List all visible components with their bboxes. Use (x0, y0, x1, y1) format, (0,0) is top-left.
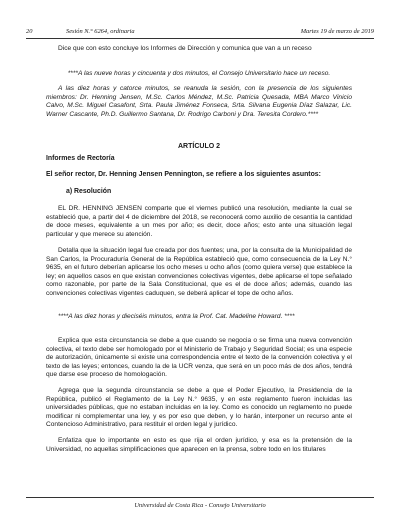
resume-note: A las diez horas y catorce minutos, se reanuda la sesión, con la presencia de los siguientes miembros: Dr. Henning Jensen, M.Sc. Carlos Méndez, M.Sc. Patricia Quesada, MBA Marco Vinicio Calvo, M.Sc. Miguel Casafont, Srta. Paula Jiménez Fonseca, Srta. Silvana Eugenia Díaz Salazar, Lic. Warner Cascante, Ph.D. Guillermo Santana, Dr. Rodrigo Carboni y Dra. Teresita Cordero.**** (46, 85, 352, 118)
section-title: Informes de Rectoría (46, 155, 115, 162)
entry-note: ****A las diez horas y dieciséis minutos, entra la Prof. Cat. Madeline Howard. **** (58, 313, 295, 320)
session-label: Sesión N.° 6264, ordinaria (66, 28, 135, 35)
paragraph-3: Explica que esta circunstancia se debe a que cuando se negocia o se firma una nueva convención colectiva, el texto debe ser homologado por el Ministerio de Trabajo y Seguridad Social; es una especie de autorización, únicamente si existe una correspondencia entre el texto de la convención colectiva y el texto de las leyes; entonces, cuando la de la UCR venza, que será en un poco más de dos años, tendrá que darse ese proceso de homologación. (46, 337, 352, 379)
paragraph-2: Detalla que la situación legal fue creada por dos fuentes; una, por la consulta de la Municipalidad de San Carlos, la Procuraduría General de la República estableció que, como consecuencia de la Ley N.° 9635, en el futuro deberían aplicarse los ocho meses u ocho años (como quiera verse) que establece la ley; en aquellos casos en que existan convenciones colectivas vigentes, debe aplicarse el tope señalado como razonable, por parte de la Sala Constitucional, que es el de doce años; además, cuando las convenciones colectivas vigentes caduquen, se deberá aplicar el tope de ocho años. (46, 247, 352, 297)
rector-intro: El señor rector, Dr. Henning Jensen Pennington, se refiere a los siguientes asuntos: (46, 171, 321, 178)
paragraph-4: Agrega que la segunda circunstancia se debe a que el Poder Ejecutivo, la Presidencia de la República, publicó el Reglamento de la Ley N.° 9635, y en este reglamento fueron incluidas las universidades públicas, que no estaban incluidas en la ley. Como es conocido un reglamento no puede modificar ni complementar una ley, y es por eso que deben, y lo harán, interponer un recurso ante el Contencioso Administrativo, para restituir el orden legal y jurídico. (46, 387, 352, 429)
subsection-title: a) Resolución (66, 188, 112, 195)
intro-paragraph: Dice que con esto concluye los Informes de Dirección y comunica que van a un receso (58, 45, 312, 52)
paragraph-5: Enfatiza que lo importante en esto es que rija el orden jurídico, y esa es la pretensión de la Universidad, no aquellas simplificaciones que aparecen en la prensa, sobre todo en los titulares (46, 437, 352, 453)
paragraph-1: EL DR. HENNING JENSEN comparte que el viernes publicó una resolución, mediante la cual se estableció que, a partir del 4 de diciembre del 2018, se reconocerá como auxilio de cesantía la cantidad de doce meses, equivalente a un mes por año; es decir, doce años; esto ante una situación legal particular y que merece su atención. (46, 205, 352, 238)
article-title: ARTÍCULO 2 (178, 143, 220, 150)
page-number: 20 (26, 28, 33, 35)
session-date: Martes 19 de marzo de 2019 (300, 28, 374, 35)
recess-note: ****A las nueve horas y cincuenta y dos minutos, el Consejo Universitario hace un receso. (67, 70, 331, 77)
page-footer: Universidad de Costa Rica - Consejo Universitario (134, 502, 266, 509)
footer-divider (26, 497, 374, 498)
header-divider (26, 38, 374, 39)
